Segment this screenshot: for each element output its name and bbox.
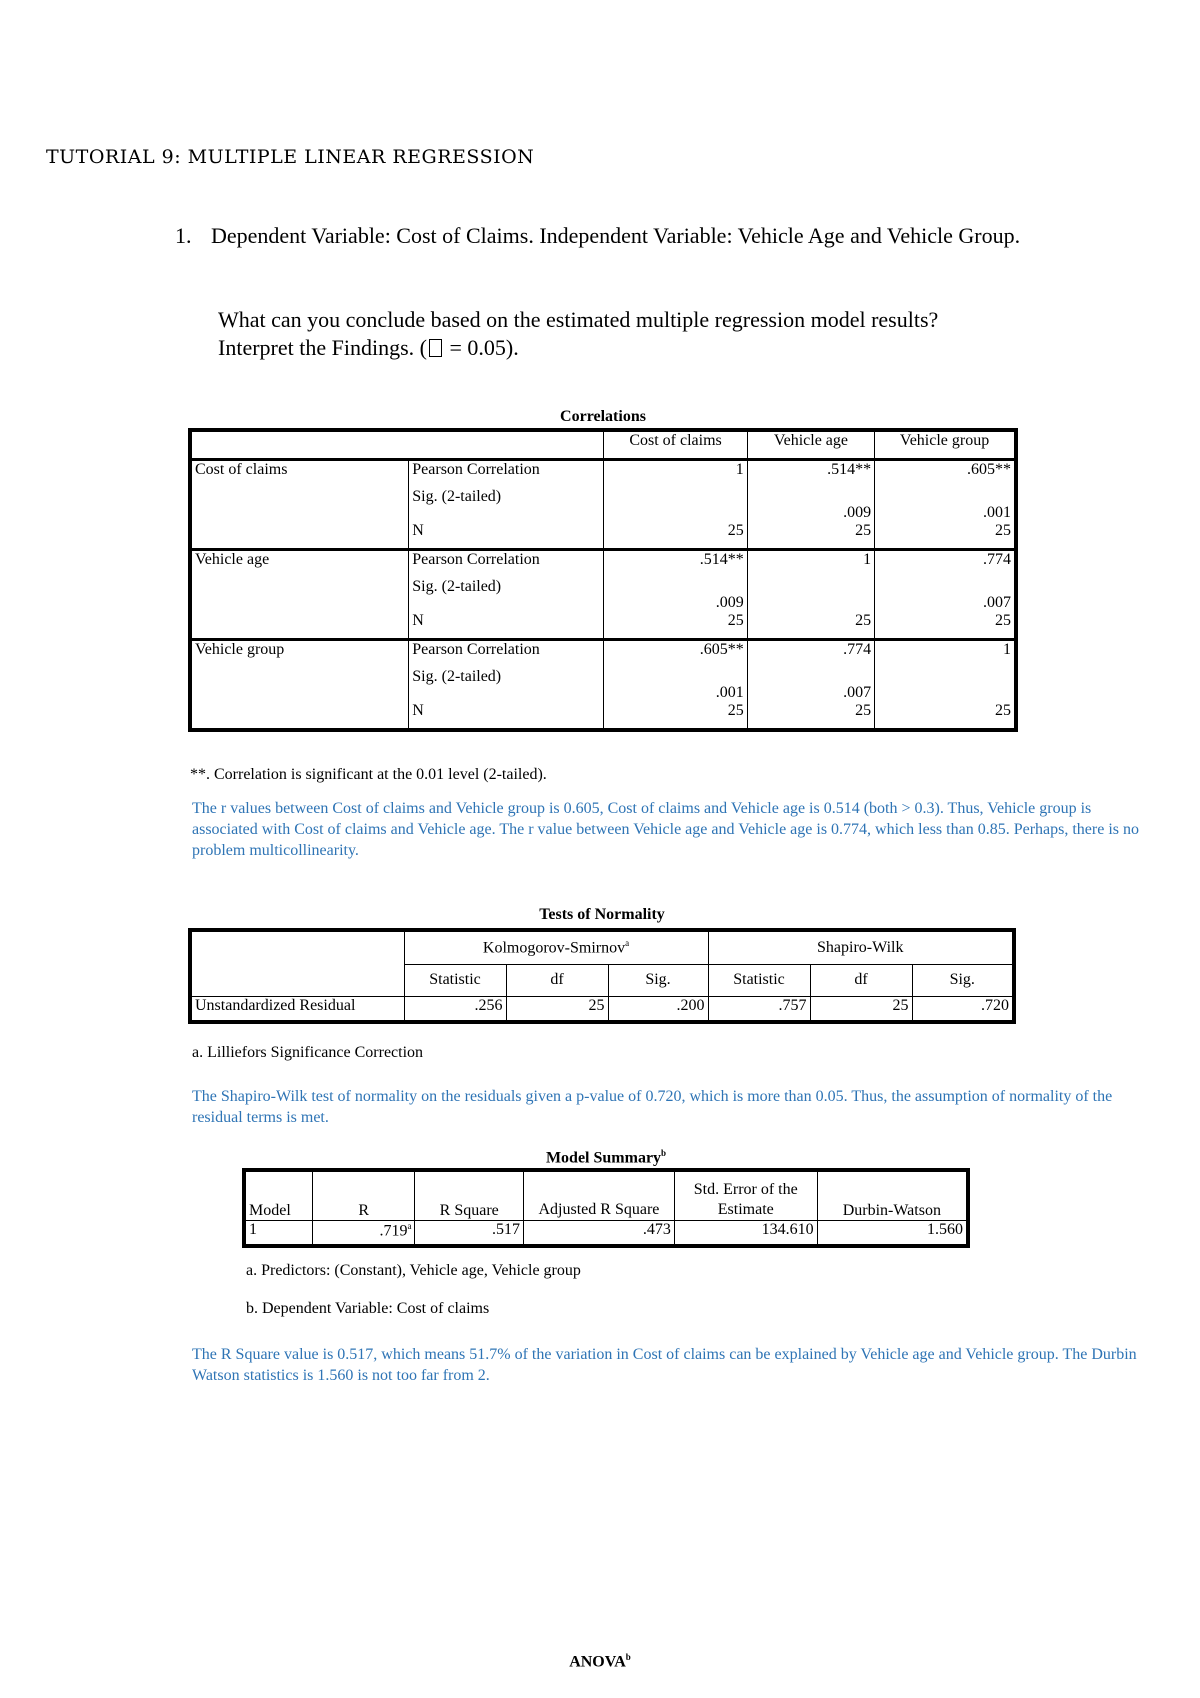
table-cell: 1 <box>244 1220 312 1246</box>
model-summary-footnote-b: b. Dependent Variable: Cost of claims <box>246 1300 490 1317</box>
correlations-footnote: **. Correlation is significant at the 0.01 level (2-tailed). <box>190 766 547 783</box>
stat-label: Sig. (2-tailed) <box>409 668 604 702</box>
table-cell: .605** <box>604 640 747 668</box>
alpha-symbol-icon <box>429 339 442 357</box>
table-cell: 25 <box>604 522 747 550</box>
col-header: R <box>312 1170 415 1220</box>
row-label: Vehicle age <box>190 550 409 640</box>
row-label: Unstandardized Residual <box>190 996 404 1022</box>
col-header: Std. Error of the Estimate <box>674 1170 817 1220</box>
model-summary-table <box>242 1168 970 1248</box>
normality-caption: Tests of Normality <box>539 906 665 923</box>
table-cell: .256 <box>404 996 506 1022</box>
normality-corner <box>190 930 404 996</box>
table-cell: 25 <box>875 522 1016 550</box>
row-label: Vehicle group <box>190 640 409 730</box>
stat-label: N <box>409 702 604 730</box>
table-cell: .720 <box>912 996 1014 1022</box>
table-cell: .514** <box>604 550 747 578</box>
sub-header: Statistic <box>708 964 810 996</box>
correlations-caption: Correlations <box>560 408 646 425</box>
sub-header: Sig. <box>912 964 1014 996</box>
stat-label: Pearson Correlation <box>409 640 604 668</box>
col-header: R Square <box>415 1170 524 1220</box>
sub-header: df <box>506 964 608 996</box>
ks-sup: a <box>625 938 630 949</box>
table-cell <box>604 488 747 522</box>
normality-interpretation: The Shapiro-Wilk test of normality on the residuals given a p-value of 0.720, which is more than 0.05. Thus, the assumption of normality of the residual terms is met. <box>192 1088 1113 1126</box>
normality-group-row <box>190 930 1014 964</box>
model-summary-footnote-a: a. Predictors: (Constant), Vehicle age, Vehicle group <box>246 1262 581 1279</box>
sub-header: Sig. <box>608 964 708 996</box>
table-cell: .001 <box>875 488 1016 522</box>
table-cell: .605** <box>875 460 1016 488</box>
stat-label: N <box>409 612 604 640</box>
table-cell: 25 <box>747 612 874 640</box>
table-cell <box>312 1220 415 1246</box>
model-summary-caption-sup: b <box>661 1148 667 1158</box>
correlations-table <box>188 428 1018 732</box>
model-summary-caption <box>242 1148 970 1167</box>
normality-footnote: a. Lilliefors Significance Correction <box>192 1044 424 1061</box>
model-summary-interpretation: The R Square value is 0.517, which means 51.7% of the variation in Cost of claims can be explained by Vehicle age and Vehicle group. The Durbin Watson statistics is 1.560 is not too far from 2. <box>192 1346 1137 1384</box>
table-cell: 25 <box>506 996 608 1022</box>
table-cell: .009 <box>747 488 874 522</box>
table-cell: .001 <box>604 668 747 702</box>
sub-header: Statistic <box>404 964 506 996</box>
model-summary-header-row <box>244 1170 968 1220</box>
model-summary-caption-text: Model Summary <box>545 1149 662 1167</box>
instruction-line-2 <box>218 334 1118 362</box>
col-header: Cost of claims <box>604 430 747 460</box>
table-cell: 1 <box>875 640 1016 668</box>
table-cell: .009 <box>604 578 747 612</box>
table-cell: 25 <box>747 522 874 550</box>
stat-label: Sig. (2-tailed) <box>409 578 604 612</box>
table-cell: .473 <box>524 1220 675 1246</box>
table-cell: .007 <box>875 578 1016 612</box>
stat-label: Sig. (2-tailed) <box>409 488 604 522</box>
correlations-corner <box>190 430 604 460</box>
table-cell: 25 <box>810 996 912 1022</box>
question-number: 1. <box>175 223 192 248</box>
model-summary-data-row <box>244 1220 968 1246</box>
r-sup: a <box>407 1220 412 1231</box>
correlations-interpretation: The r values between Cost of claims and Vehicle group is 0.605, Cost of claims and Vehicle age is 0.514 (both > 0.3). Thus, Vehicle group is associated with Cost of claims and Vehicle age. The r value between Vehicle age and Vehicle age is 0.774, which less than 0.85. Perhaps, there is no problem multicollinearity. <box>192 800 1139 859</box>
col-header: Adjusted R Square <box>524 1170 675 1220</box>
instruction-line-1: What can you conclude based on the estimated multiple regression model results? <box>218 307 939 332</box>
table-cell: 134.610 <box>674 1220 817 1246</box>
table-row <box>190 640 1016 668</box>
normality-table <box>188 928 1016 1024</box>
table-row <box>190 550 1016 578</box>
question-text: Dependent Variable: Cost of Claims. Independent Variable: Vehicle Age and Vehicle Group. <box>211 223 1021 248</box>
table-cell: .007 <box>747 668 874 702</box>
table-cell: 1.560 <box>817 1220 968 1246</box>
table-cell: .774 <box>875 550 1016 578</box>
col-header: Vehicle group <box>875 430 1016 460</box>
table-cell: .514** <box>747 460 874 488</box>
col-header: Vehicle age <box>747 430 874 460</box>
correlations-header-row <box>190 430 1016 460</box>
ks-group-header <box>404 930 708 964</box>
stat-label: Pearson Correlation <box>409 550 604 578</box>
table-cell: .774 <box>747 640 874 668</box>
stat-label: N <box>409 522 604 550</box>
stat-label: Pearson Correlation <box>409 460 604 488</box>
instruction-text-post: = 0.05). <box>443 335 519 360</box>
table-cell: 25 <box>747 702 874 730</box>
row-label: Cost of claims <box>190 460 409 550</box>
anova-caption-sup: b <box>625 1652 631 1662</box>
table-cell <box>875 668 1016 702</box>
table-cell: 25 <box>604 612 747 640</box>
table-cell: .200 <box>608 996 708 1022</box>
ks-label: Kolmogorov-Smirnov <box>482 939 626 957</box>
table-cell <box>747 578 874 612</box>
table-cell: 1 <box>604 460 747 488</box>
table-cell: .757 <box>708 996 810 1022</box>
table-cell: 25 <box>875 612 1016 640</box>
sub-header: df <box>810 964 912 996</box>
instruction-text-pre: Interpret the Findings. ( <box>218 335 427 360</box>
col-header: Model <box>244 1170 312 1220</box>
col-header: Durbin-Watson <box>817 1170 968 1220</box>
table-cell: 1 <box>747 550 874 578</box>
table-cell: 25 <box>875 702 1016 730</box>
sw-group-header: Shapiro-Wilk <box>708 930 1014 964</box>
anova-caption <box>500 1652 700 1671</box>
table-cell: 25 <box>604 702 747 730</box>
page-title: TUTORIAL 9: MULTIPLE LINEAR REGRESSION <box>46 146 535 168</box>
table-row <box>190 460 1016 488</box>
table-cell: .517 <box>415 1220 524 1246</box>
question-instruction <box>218 306 1118 362</box>
r-value: .719 <box>379 1221 408 1239</box>
anova-caption-text: ANOVA <box>569 1653 626 1671</box>
normality-data-row <box>190 996 1014 1022</box>
